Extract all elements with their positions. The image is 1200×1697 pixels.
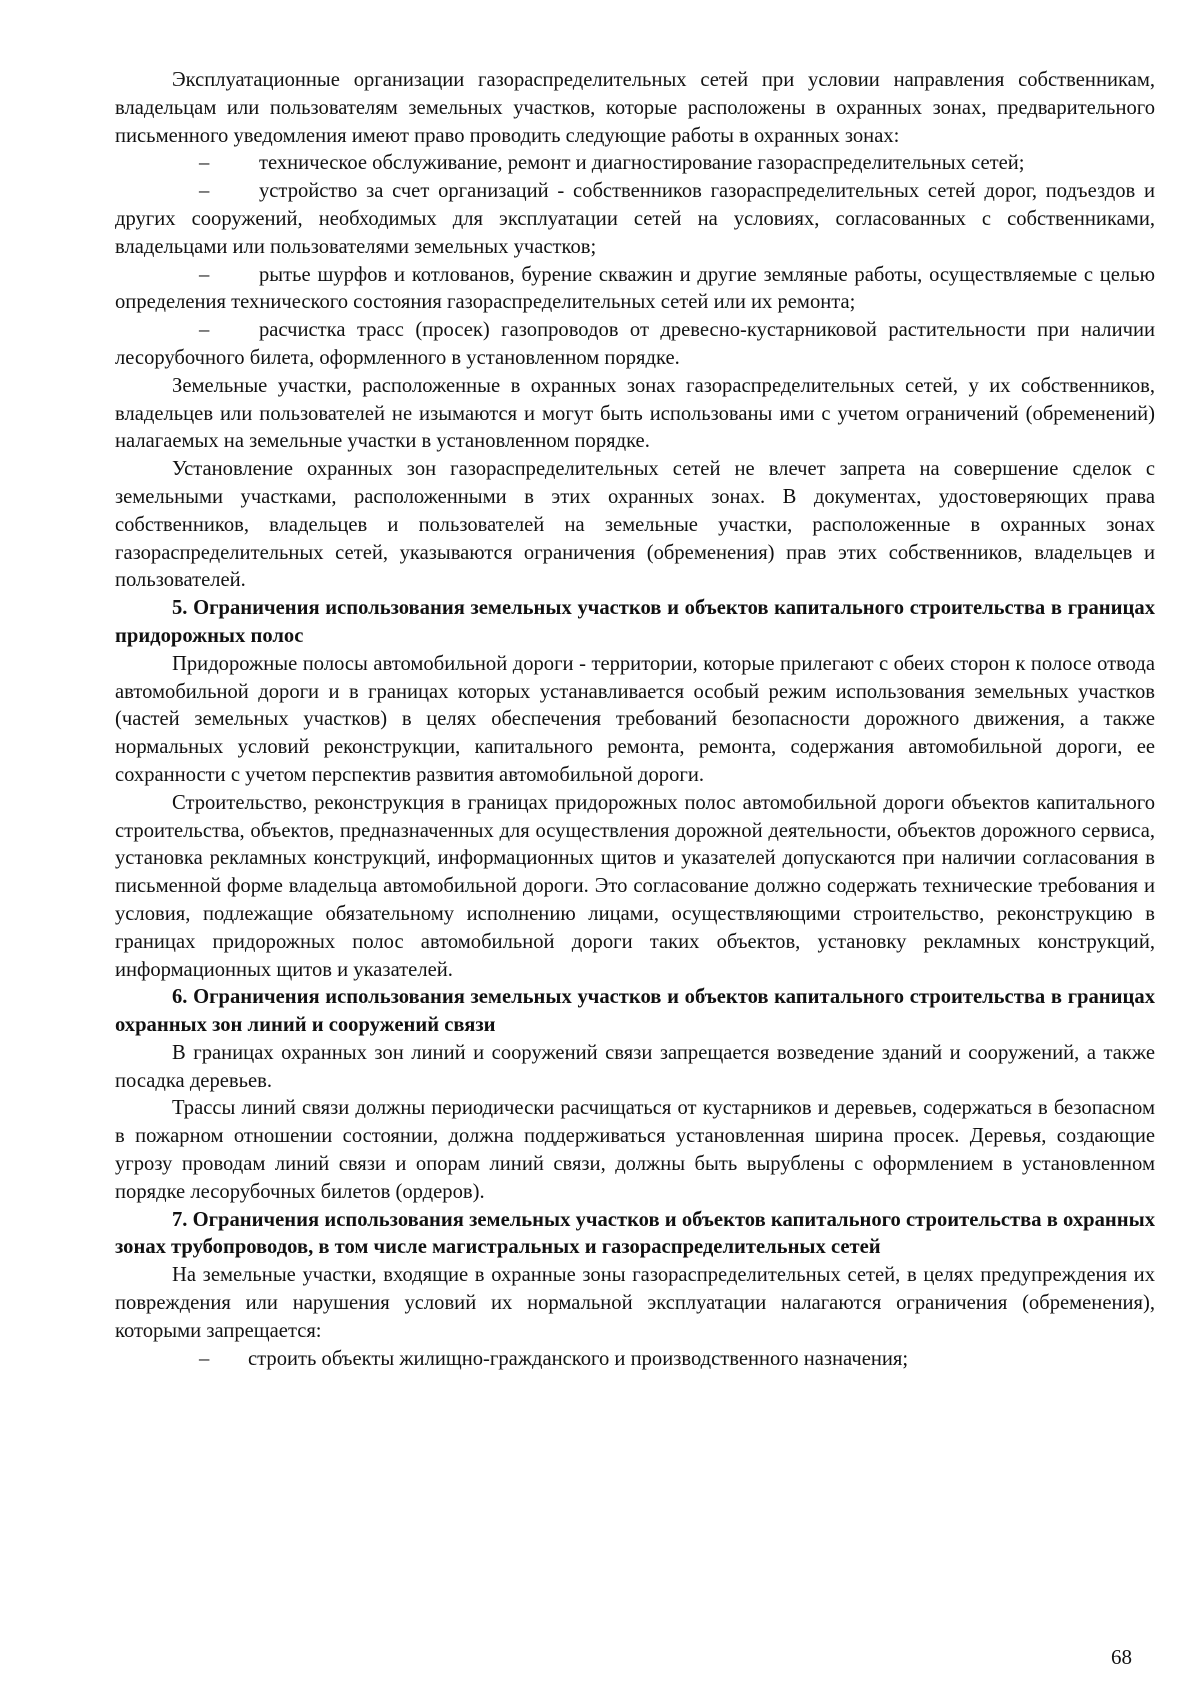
dash-marker: – xyxy=(199,152,210,175)
paragraph: В границах охранных зон линий и сооружений связи запрещается возведение зданий и сооружений, а также посадка деревьев. xyxy=(115,1041,1155,1092)
paragraph: Строительство, реконструкция в границах придорожных полос автомобильной дороги объектов капитального строительства, объектов, предназначенных для осуществления дорожной деятельности, объектов дорожного сервиса, установка рекламных конструкций, информационных щитов и указателей допускаются при наличии согласования в письменной форме владельца автомобильной дороги. Это согласование должно содержать технические требования и условия, подлежащие обязательному исполнению лицами, осуществляющими строительство, реконструкцию в границах придорожных полос автомобильной дороги таких объектов, установку рекламных конструкций, информационных щитов и указателей. xyxy=(115,791,1155,981)
list-item xyxy=(115,317,1155,373)
paragraph: Эксплуатационные организации газораспределительных сетей при условии направления собственникам, владельцам или пользователям земельных участков, которые расположены в охранных зонах, предварительного письменного уведомления имеют право проводить следующие работы в охранных зонах: xyxy=(115,69,1155,147)
list-item-text: строить объекты жилищно-гражданского и производственного назначения; xyxy=(248,1347,909,1370)
dash-marker: – xyxy=(199,1347,210,1370)
list-item-text: расчистка трасс (просек) газопроводов от древесно-кустарниковой растительности при наличии лесорубочного билета, оформленного в установленном порядке. xyxy=(115,319,1155,369)
section-heading: 7. Ограничения использования земельных участков и объектов капитального строительства в охранных зонах трубопроводов, в том числе магистральных и газораспределительных сетей xyxy=(115,1208,1155,1259)
paragraph: Придорожные полосы автомобильной дороги - территории, которые прилегают с обеих сторон к полосе отвода автомобильной дороги и в границах которых устанавливается особый режим использования земельных участков (частей земельных участков) в целях обеспечения требований безопасности дорожного движения, а также нормальных условий реконструкции, капитального ремонта, ремонта, содержания автомобильной дороги, ее сохранности с учетом перспектив развития автомобильной дороги. xyxy=(115,652,1155,786)
list-item xyxy=(115,178,1155,261)
dash-marker: – xyxy=(199,180,210,203)
paragraph: Трассы линий связи должны периодически расчищаться от кустарников и деревьев, содержаться в безопасном в пожарном отношении состоянии, должна поддерживаться установленная ширина просек. Деревья, создающие угрозу проводам линий связи и опорам линий связи, должны быть вырублены с оформлением в установленном порядке лесорубочных билетов (ордеров). xyxy=(115,1097,1155,1203)
list-item-text: техническое обслуживание, ремонт и диагностирование газораспределительных сетей; xyxy=(259,152,1025,175)
dash-marker: – xyxy=(199,319,210,342)
paragraph: Установление охранных зон газораспределительных сетей не влечет запрета на совершение сделок с земельными участками, расположенными в этих охранных зонах. В документах, удостоверяющих права собственников, владельцев и пользователей на земельные участки, расположенные в охранных зонах газораспределительных сетей, указываются ограничения (обременения) прав этих собственников, владельцев и пользователей. xyxy=(115,458,1155,592)
list-item-text: рытье шурфов и котлованов, бурение скважин и другие земляные работы, осуществляемые с целью определения технического состояния газораспределительных сетей или их ремонта; xyxy=(115,263,1155,314)
list-item xyxy=(115,262,1155,318)
list-item-text: устройство за счет организаций - собственников газораспределительных сетей дорог, подъездов и других сооружений, необходимых для эксплуатации сетей на условиях, согласованных с собственниками, владельцами или пользователями земельных участков; xyxy=(115,180,1155,258)
document-page xyxy=(115,67,1155,1373)
section-heading: 6. Ограничения использования земельных участков и объектов капитального строительства в границах охранных зон линий и сооружений связи xyxy=(115,986,1155,1037)
list-item xyxy=(115,150,1155,178)
section-heading: 5. Ограничения использования земельных участков и объектов капитального строительства в границах придорожных полос xyxy=(115,597,1155,647)
paragraph: Земельные участки, расположенные в охранных зонах газораспределительных сетей, у их собственников, владельцев или пользователей не изымаются и могут быть использованы ими с учетом ограничений (обременений) налагаемых на земельные участки в установленном порядке. xyxy=(115,374,1155,453)
dash-marker: – xyxy=(199,263,210,286)
page-number: 68 xyxy=(1111,1645,1132,1669)
paragraph: На земельные участки, входящие в охранные зоны газораспределительных сетей, в целях предупреждения их повреждения или нарушения условий их нормальной эксплуатации налагаются ограничения (обременения), которыми запрещается: xyxy=(115,1264,1155,1342)
list-item xyxy=(115,1346,1155,1374)
